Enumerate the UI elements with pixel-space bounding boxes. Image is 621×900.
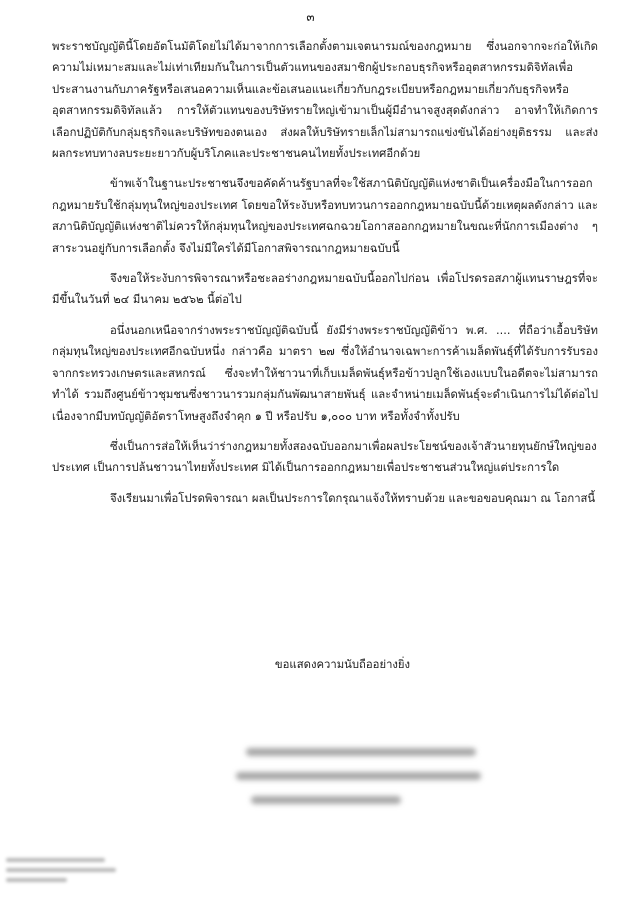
redacted-line: [6, 878, 67, 882]
letter-body: [52, 36, 598, 518]
redacted-line: [246, 748, 476, 756]
page-number: ๓: [306, 10, 315, 24]
redacted-footnote-block: [6, 858, 116, 888]
redacted-line: [6, 868, 116, 872]
paragraph-rice-bill: อนึ่งนอกเหนือจากร่างพระราชบัญญัติฉบับนี้ ยังมีร่างพระราชบัญญัติข้าว พ.ศ. .... ที่ถือว่าเอื้อบริษัทกลุ่มทุนใหญ่ของประเทศอีกฉบับหนึ่ง กล่าวคือ มาตรา ๒๗ ซึ่งให้อำนาจเฉพาะการค้าเมล็ดพันธุ์ที่ได้รับการรับรองจากกระทรวงเกษตรและสหกรณ์ ซึ่งจะทำให้ชาวนาที่เก็บเมล็ดพันธุ์หรือข้าวปลูกใช้เองแบบในอดีตจะไม่สามารถทำได้ รวมถึงศูนย์ข้าวชุมชนซึ่งชาวนารวมกลุ่มกันพัฒนาสายพันธุ์ และจำหน่ายเมล็ดพันธุ์จะดำเนินการไม่ได้ต่อไป เนื่องจากมีบทบัญญัติอัตราโทษสูงถึงจำคุก ๑ ปี หรือปรับ ๑,๐๐๐ บาท หรือทั้งจำทั้งปรับ: [52, 323, 598, 423]
paragraph-continuation: พระราชบัญญัตินี้โดยอัตโนมัติโดยไม่ได้มาจากการเลือกตั้งตามเจตนารมณ์ของกฎหมาย ซึ่งนอกจากจะก่อให้เกิดความไม่เหมาะสมและไม่เท่าเทียมกันในการเป็นตัวแทนของสมาชิกผู้ประกอบธุรกิจหรืออุตสาหกรรมดิจิทัลเพื่อประสานงานกับภาครัฐหรือเสนอความเห็นและข้อเสนอแนะเกี่ยวกับกฎระเบียบหรือกฎหมายเกี่ยวกับธุรกิจหรืออุตสาหกรรมดิจิทัลแล้ว การให้ตัวแทนของบริษัทรายใหญ่เข้ามาเป็นผู้มีอำนาจสูงสุดดังกล่าว อาจทำให้เกิดการเลือกปฏิบัติกับกลุ่มธุรกิจและบริษัทของตนเอง ส่งผลให้บริษัทรายเล็กไม่สามารถแข่งขันได้อย่างยุติธรรม และส่งผลกระทบทางลบระยะยาวกับผู้บริโภคและประชาชนคนไทยทั้งประเทศอีกด้วย: [52, 40, 598, 161]
redacted-signature-block: [236, 748, 486, 820]
paragraph-request-delay: จึงขอให้ระงับการพิจารณาหรือชะลอร่างกฎหมายฉบับนี้ออกไปก่อน เพื่อโปรดรอสภาผู้แทนราษฎรที่จะมีขึ้นในวันที่ ๒๔ มีนาคม ๒๕๖๒ นี้ต่อไป: [52, 272, 598, 307]
redacted-line: [6, 858, 105, 862]
paragraph-closing-request: จึงเรียนมาเพื่อโปรดพิจารณา ผลเป็นประการใดกรุณาแจ้งให้ทราบด้วย และขอขอบคุณมา ณ โอกาสนี้: [110, 491, 596, 505]
paragraph-conclusion: ซึ่งเป็นการส่อให้เห็นว่าร่างกฎหมายทั้งสองฉบับออกมาเพื่อผลประโยชน์ของเจ้าสัวนายทุนยักษ์ใหญ่ของประเทศ เป็นการปล้นชาวนาไทยทั้งประเทศ มิได้เป็นการออกกฎหมายเพื่อประชาชนส่วนใหญ่แต่ประการใด: [52, 439, 597, 475]
paragraph-objection: ข้าพเจ้าในฐานะประชาชนจึงขอคัดค้านรัฐบาลที่จะใช้สภานิติบัญญัติแห่งชาติเป็นเครื่องมือในการออกกฎหมายรับใช้กลุ่มทุนใหญ่ของประเทศ โดยขอให้ระงับหรือทบทวนการออกกฎหมายฉบับนี้ด้วยเหตุผลดังกล่าว และสภานิติบัญญัติแห่งชาติไม่ควรให้กลุ่มทุนใหญ่ของประเทศฉกฉวยโอกาสออกกฎหมายในขณะที่นักการเมืองต่าง ๆ สาระวนอยู่กับการเลือกตั้ง จึงไม่มีใครได้มีโอกาสพิจารณากฎหมายฉบับนี้: [52, 177, 598, 255]
redacted-line: [236, 772, 481, 780]
redacted-line: [251, 796, 401, 804]
closing-salutation: ขอแสดงความนับถืออย่างยิ่ง: [274, 658, 411, 671]
